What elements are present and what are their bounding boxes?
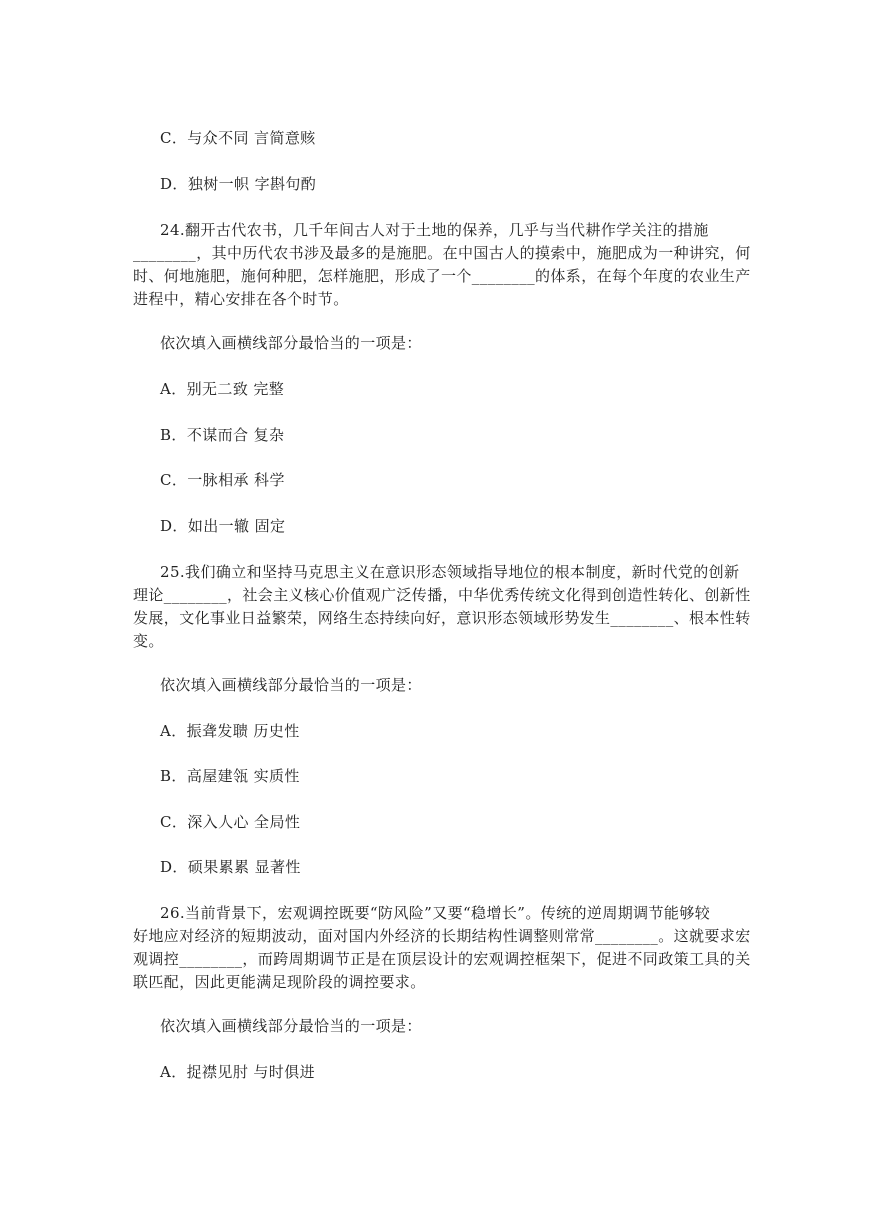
q26-stem-line-3: 观调控________，而跨周期调节正是在顶层设计的宏观调控框架下，促进不同政策工具的关 [133, 950, 751, 968]
q24-instruction: 依次填入画横线部分最恰当的一项是： [160, 334, 422, 352]
q24-stem-line-4: 进程中，精心安排在各个时节。 [133, 290, 349, 308]
q26-stem-line-4: 联匹配，因此更能满足现阶段的调控要求。 [133, 973, 426, 991]
q25-option-b: B．高屋建瓴 实质性 [160, 767, 300, 785]
q24-option-d: D．如出一辙 固定 [160, 517, 286, 535]
q25-stem-line-1: 25.我们确立和坚持马克思主义在意识形态领域指导地位的根本制度，新时代党的创新 [160, 563, 740, 581]
q24-stem-line-2: ________，其中历代农书涉及最多的是施肥。在中国古人的摸索中，施肥成为一种讲究，何 [133, 244, 751, 262]
q23-option-c: C．与众不同 言简意赅 [160, 129, 316, 147]
q26-option-a: A．捉襟见肘 与时俱进 [160, 1063, 316, 1081]
q26-stem-line-1: 26.当前背景下，宏观调控既要“防风险”又要“稳增长”。传统的逆周期调节能够较 [160, 904, 711, 922]
q25-option-c: C．深入人心 全局性 [160, 813, 301, 831]
q23-option-d: D．独树一帜 字斟句酌 [160, 175, 317, 193]
q24-option-a: A．别无二致 完整 [160, 380, 285, 398]
q24-stem-line-3: 时、何地施肥，施何种肥，怎样施肥，形成了一个________的体系，在每个年度的农业生产 [133, 267, 751, 285]
q26-stem-line-2: 好地应对经济的短期波动，面对国内外经济的长期结构性调整则常常________。这就要求宏 [133, 927, 751, 945]
q24-option-c: C．一脉相承 科学 [160, 471, 285, 489]
q25-stem-line-2: 理论________，社会主义核心价值观广泛传播，中华优秀传统文化得到创造性转化、创新性 [133, 586, 751, 604]
q25-stem-line-3: 发展，文化事业日益繁荣，网络生态持续向好，意识形态领域形势发生________、根本性转 [133, 609, 751, 627]
q24-stem-line-1: 24.翻开古代农书，几千年间古人对于土地的保养，几乎与当代耕作学关注的措施 [160, 221, 709, 239]
q25-stem-line-4: 变。 [133, 632, 164, 650]
q25-instruction: 依次填入画横线部分最恰当的一项是： [160, 676, 422, 694]
q26-instruction: 依次填入画横线部分最恰当的一项是： [160, 1017, 422, 1035]
q25-option-d: D．硕果累累 显著性 [160, 858, 301, 876]
q24-option-b: B．不谋而合 复杂 [160, 426, 285, 444]
q25-option-a: A．振聋发聩 历史性 [160, 722, 300, 740]
